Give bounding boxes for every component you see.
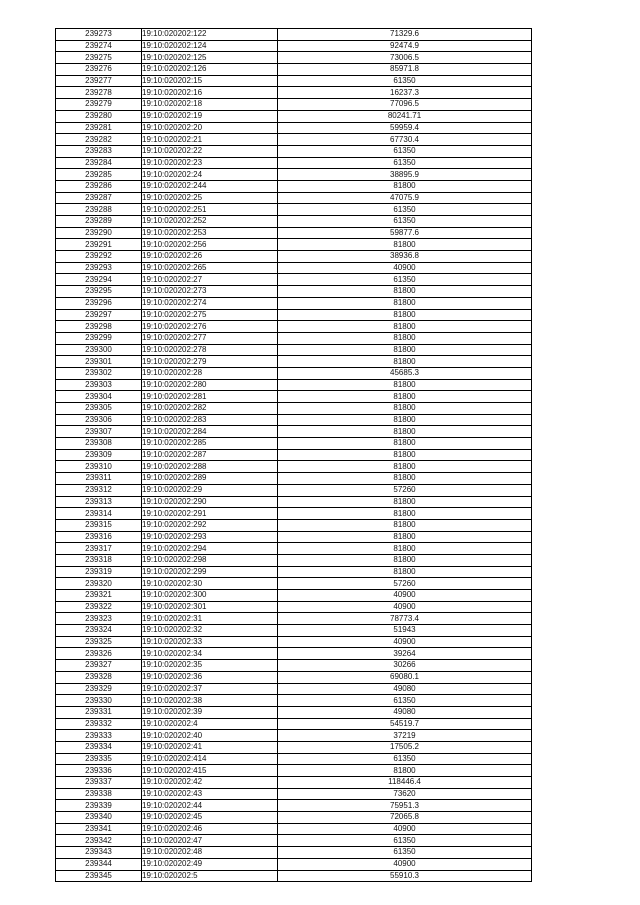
table-row (56, 554, 532, 566)
value-cell: 47075.9 (278, 192, 532, 204)
row-number-cell: 239328 (56, 671, 142, 683)
value-cell: 40900 (278, 636, 532, 648)
row-number-cell: 239337 (56, 777, 142, 789)
cadastral-number-cell: 19:10:020202:49 (142, 858, 278, 870)
value-cell: 67730.4 (278, 134, 532, 146)
value-cell: 61350 (278, 216, 532, 228)
row-number-cell: 239310 (56, 461, 142, 473)
value-cell: 81800 (278, 180, 532, 192)
table-row (56, 367, 532, 379)
cadastral-number-cell: 19:10:020202:34 (142, 648, 278, 660)
value-cell: 81800 (278, 286, 532, 298)
cadastral-number-cell: 19:10:020202:294 (142, 543, 278, 555)
table-row (56, 695, 532, 707)
cadastral-number-cell: 19:10:020202:16 (142, 87, 278, 99)
row-number-cell: 239279 (56, 99, 142, 111)
cadastral-number-cell: 19:10:020202:253 (142, 227, 278, 239)
cadastral-number-cell: 19:10:020202:124 (142, 40, 278, 52)
cadastral-number-cell: 19:10:020202:48 (142, 847, 278, 859)
value-cell: 49080 (278, 706, 532, 718)
table-row (56, 590, 532, 602)
table-row (56, 75, 532, 87)
table-row (56, 309, 532, 321)
cadastral-number-cell: 19:10:020202:281 (142, 391, 278, 403)
row-number-cell: 239343 (56, 847, 142, 859)
table-row (56, 262, 532, 274)
cadastral-number-cell: 19:10:020202:43 (142, 788, 278, 800)
value-cell: 49080 (278, 683, 532, 695)
row-number-cell: 239307 (56, 426, 142, 438)
table-row (56, 461, 532, 473)
row-number-cell: 239280 (56, 110, 142, 122)
row-number-cell: 239329 (56, 683, 142, 695)
table-row (56, 414, 532, 426)
table-row (56, 473, 532, 485)
value-cell: 45685.3 (278, 367, 532, 379)
row-number-cell: 239330 (56, 695, 142, 707)
value-cell: 81800 (278, 239, 532, 251)
value-cell: 40900 (278, 858, 532, 870)
table-row (56, 227, 532, 239)
table-row (56, 613, 532, 625)
table-row (56, 40, 532, 52)
table-row (56, 332, 532, 344)
table-row (56, 180, 532, 192)
row-number-cell: 239320 (56, 578, 142, 590)
value-cell: 81800 (278, 332, 532, 344)
row-number-cell: 239335 (56, 753, 142, 765)
value-cell: 73620 (278, 788, 532, 800)
table-row (56, 625, 532, 637)
table-row (56, 636, 532, 648)
table-row (56, 64, 532, 76)
row-number-cell: 239289 (56, 216, 142, 228)
row-number-cell: 239345 (56, 870, 142, 882)
row-number-cell: 239316 (56, 531, 142, 543)
cadastral-number-cell: 19:10:020202:282 (142, 403, 278, 415)
cadastral-number-cell: 19:10:020202:40 (142, 730, 278, 742)
cadastral-number-cell: 19:10:020202:299 (142, 566, 278, 578)
table-row (56, 578, 532, 590)
value-cell: 81800 (278, 379, 532, 391)
cadastral-number-cell: 19:10:020202:293 (142, 531, 278, 543)
row-number-cell: 239291 (56, 239, 142, 251)
value-cell: 77096.5 (278, 99, 532, 111)
value-cell: 81800 (278, 309, 532, 321)
cadastral-number-cell: 19:10:020202:288 (142, 461, 278, 473)
cadastral-number-cell: 19:10:020202:30 (142, 578, 278, 590)
table-row (56, 122, 532, 134)
row-number-cell: 239339 (56, 800, 142, 812)
cadastral-value-table (55, 28, 532, 882)
value-cell: 81800 (278, 566, 532, 578)
cadastral-number-cell: 19:10:020202:414 (142, 753, 278, 765)
value-cell: 81800 (278, 426, 532, 438)
value-cell: 81800 (278, 508, 532, 520)
cadastral-number-cell: 19:10:020202:292 (142, 519, 278, 531)
table-row (56, 216, 532, 228)
row-number-cell: 239309 (56, 449, 142, 461)
cadastral-number-cell: 19:10:020202:4 (142, 718, 278, 730)
cadastral-number-cell: 19:10:020202:283 (142, 414, 278, 426)
cadastral-number-cell: 19:10:020202:277 (142, 332, 278, 344)
cadastral-number-cell: 19:10:020202:37 (142, 683, 278, 695)
cadastral-number-cell: 19:10:020202:20 (142, 122, 278, 134)
table-row (56, 87, 532, 99)
row-number-cell: 239321 (56, 590, 142, 602)
cadastral-number-cell: 19:10:020202:27 (142, 274, 278, 286)
cadastral-number-cell: 19:10:020202:298 (142, 554, 278, 566)
table-row (56, 192, 532, 204)
cadastral-number-cell: 19:10:020202:276 (142, 321, 278, 333)
value-cell: 51943 (278, 625, 532, 637)
cadastral-number-cell: 19:10:020202:29 (142, 484, 278, 496)
table-row (56, 823, 532, 835)
row-number-cell: 239336 (56, 765, 142, 777)
cadastral-number-cell: 19:10:020202:301 (142, 601, 278, 613)
row-number-cell: 239340 (56, 812, 142, 824)
table-row (56, 379, 532, 391)
row-number-cell: 239312 (56, 484, 142, 496)
cadastral-number-cell: 19:10:020202:46 (142, 823, 278, 835)
value-cell: 40900 (278, 262, 532, 274)
cadastral-number-cell: 19:10:020202:126 (142, 64, 278, 76)
cadastral-number-cell: 19:10:020202:278 (142, 344, 278, 356)
row-number-cell: 239311 (56, 473, 142, 485)
cadastral-number-cell: 19:10:020202:35 (142, 660, 278, 672)
row-number-cell: 239322 (56, 601, 142, 613)
row-number-cell: 239317 (56, 543, 142, 555)
table-row (56, 169, 532, 181)
row-number-cell: 239318 (56, 554, 142, 566)
table-body (56, 29, 532, 882)
row-number-cell: 239274 (56, 40, 142, 52)
cadastral-number-cell: 19:10:020202:290 (142, 496, 278, 508)
cadastral-number-cell: 19:10:020202:18 (142, 99, 278, 111)
value-cell: 38936.8 (278, 251, 532, 263)
row-number-cell: 239283 (56, 145, 142, 157)
row-number-cell: 239293 (56, 262, 142, 274)
value-cell: 40900 (278, 590, 532, 602)
cadastral-number-cell: 19:10:020202:5 (142, 870, 278, 882)
row-number-cell: 239308 (56, 438, 142, 450)
value-cell: 81800 (278, 356, 532, 368)
value-cell: 92474.9 (278, 40, 532, 52)
table-row (56, 718, 532, 730)
row-number-cell: 239300 (56, 344, 142, 356)
row-number-cell: 239334 (56, 741, 142, 753)
row-number-cell: 239290 (56, 227, 142, 239)
cadastral-number-cell: 19:10:020202:256 (142, 239, 278, 251)
row-number-cell: 239287 (56, 192, 142, 204)
cadastral-number-cell: 19:10:020202:41 (142, 741, 278, 753)
table-row (56, 321, 532, 333)
value-cell: 81800 (278, 403, 532, 415)
cadastral-number-cell: 19:10:020202:36 (142, 671, 278, 683)
table-row (56, 157, 532, 169)
value-cell: 81800 (278, 414, 532, 426)
row-number-cell: 239319 (56, 566, 142, 578)
table-row (56, 110, 532, 122)
table-row (56, 741, 532, 753)
row-number-cell: 239327 (56, 660, 142, 672)
value-cell: 59877.6 (278, 227, 532, 239)
value-cell: 39264 (278, 648, 532, 660)
value-cell: 61350 (278, 204, 532, 216)
row-number-cell: 239333 (56, 730, 142, 742)
table-row (56, 730, 532, 742)
table-row (56, 356, 532, 368)
value-cell: 37219 (278, 730, 532, 742)
cadastral-number-cell: 19:10:020202:300 (142, 590, 278, 602)
row-number-cell: 239305 (56, 403, 142, 415)
table-row (56, 496, 532, 508)
value-cell: 61350 (278, 157, 532, 169)
table-row (56, 508, 532, 520)
table-row (56, 648, 532, 660)
table-row (56, 765, 532, 777)
table-row (56, 660, 532, 672)
cadastral-number-cell: 19:10:020202:42 (142, 777, 278, 789)
table-row (56, 426, 532, 438)
value-cell: 78773.4 (278, 613, 532, 625)
value-cell: 73006.5 (278, 52, 532, 64)
row-number-cell: 239302 (56, 367, 142, 379)
cadastral-number-cell: 19:10:020202:252 (142, 216, 278, 228)
row-number-cell: 239296 (56, 297, 142, 309)
table-row (56, 297, 532, 309)
table-row (56, 403, 532, 415)
table-row (56, 847, 532, 859)
value-cell: 40900 (278, 601, 532, 613)
value-cell: 61350 (278, 145, 532, 157)
table-row (56, 29, 532, 41)
document-sheet (55, 28, 531, 882)
value-cell: 80241.71 (278, 110, 532, 122)
cadastral-number-cell: 19:10:020202:38 (142, 695, 278, 707)
cadastral-number-cell: 19:10:020202:251 (142, 204, 278, 216)
cadastral-number-cell: 19:10:020202:21 (142, 134, 278, 146)
table-row (56, 706, 532, 718)
cadastral-number-cell: 19:10:020202:244 (142, 180, 278, 192)
cadastral-number-cell: 19:10:020202:45 (142, 812, 278, 824)
table-row (56, 204, 532, 216)
row-number-cell: 239299 (56, 332, 142, 344)
value-cell: 81800 (278, 344, 532, 356)
value-cell: 61350 (278, 753, 532, 765)
table-row (56, 812, 532, 824)
table-row (56, 531, 532, 543)
row-number-cell: 239275 (56, 52, 142, 64)
table-row (56, 391, 532, 403)
table-row (56, 858, 532, 870)
row-number-cell: 239314 (56, 508, 142, 520)
cadastral-number-cell: 19:10:020202:44 (142, 800, 278, 812)
value-cell: 30266 (278, 660, 532, 672)
cadastral-number-cell: 19:10:020202:15 (142, 75, 278, 87)
row-number-cell: 239303 (56, 379, 142, 391)
row-number-cell: 239325 (56, 636, 142, 648)
table-row (56, 239, 532, 251)
row-number-cell: 239298 (56, 321, 142, 333)
table-row (56, 753, 532, 765)
value-cell: 81800 (278, 473, 532, 485)
row-number-cell: 239338 (56, 788, 142, 800)
row-number-cell: 239323 (56, 613, 142, 625)
cadastral-number-cell: 19:10:020202:273 (142, 286, 278, 298)
cadastral-number-cell: 19:10:020202:279 (142, 356, 278, 368)
row-number-cell: 239331 (56, 706, 142, 718)
table-row (56, 145, 532, 157)
value-cell: 40900 (278, 823, 532, 835)
value-cell: 61350 (278, 274, 532, 286)
row-number-cell: 239313 (56, 496, 142, 508)
row-number-cell: 239301 (56, 356, 142, 368)
table-row (56, 449, 532, 461)
table-row (56, 800, 532, 812)
value-cell: 16237.3 (278, 87, 532, 99)
value-cell: 81800 (278, 297, 532, 309)
cadastral-number-cell: 19:10:020202:285 (142, 438, 278, 450)
table-row (56, 870, 532, 882)
cadastral-number-cell: 19:10:020202:25 (142, 192, 278, 204)
row-number-cell: 239341 (56, 823, 142, 835)
value-cell: 71329.6 (278, 29, 532, 41)
row-number-cell: 239292 (56, 251, 142, 263)
value-cell: 54519.7 (278, 718, 532, 730)
table-row (56, 286, 532, 298)
row-number-cell: 239304 (56, 391, 142, 403)
cadastral-number-cell: 19:10:020202:274 (142, 297, 278, 309)
row-number-cell: 239282 (56, 134, 142, 146)
row-number-cell: 239297 (56, 309, 142, 321)
value-cell: 81800 (278, 438, 532, 450)
value-cell: 57260 (278, 578, 532, 590)
row-number-cell: 239315 (56, 519, 142, 531)
cadastral-number-cell: 19:10:020202:284 (142, 426, 278, 438)
table-row (56, 671, 532, 683)
row-number-cell: 239278 (56, 87, 142, 99)
value-cell: 38895.9 (278, 169, 532, 181)
row-number-cell: 239324 (56, 625, 142, 637)
row-number-cell: 239344 (56, 858, 142, 870)
value-cell: 81800 (278, 519, 532, 531)
value-cell: 81800 (278, 543, 532, 555)
value-cell: 81800 (278, 765, 532, 777)
cadastral-number-cell: 19:10:020202:26 (142, 251, 278, 263)
table-row (56, 683, 532, 695)
row-number-cell: 239286 (56, 180, 142, 192)
row-number-cell: 239276 (56, 64, 142, 76)
row-number-cell: 239332 (56, 718, 142, 730)
cadastral-number-cell: 19:10:020202:280 (142, 379, 278, 391)
cadastral-number-cell: 19:10:020202:39 (142, 706, 278, 718)
cadastral-number-cell: 19:10:020202:287 (142, 449, 278, 461)
row-number-cell: 239285 (56, 169, 142, 181)
value-cell: 61350 (278, 835, 532, 847)
cadastral-number-cell: 19:10:020202:289 (142, 473, 278, 485)
value-cell: 85971.8 (278, 64, 532, 76)
row-number-cell: 239294 (56, 274, 142, 286)
row-number-cell: 239288 (56, 204, 142, 216)
value-cell: 72065.8 (278, 812, 532, 824)
cadastral-number-cell: 19:10:020202:265 (142, 262, 278, 274)
cadastral-number-cell: 19:10:020202:28 (142, 367, 278, 379)
value-cell: 61350 (278, 847, 532, 859)
table-row (56, 601, 532, 613)
cadastral-number-cell: 19:10:020202:122 (142, 29, 278, 41)
row-number-cell: 239284 (56, 157, 142, 169)
value-cell: 81800 (278, 461, 532, 473)
row-number-cell: 239273 (56, 29, 142, 41)
table-row (56, 344, 532, 356)
table-row (56, 519, 532, 531)
table-row (56, 835, 532, 847)
cadastral-number-cell: 19:10:020202:24 (142, 169, 278, 181)
cadastral-number-cell: 19:10:020202:31 (142, 613, 278, 625)
cadastral-number-cell: 19:10:020202:47 (142, 835, 278, 847)
table-row (56, 274, 532, 286)
value-cell: 118446.4 (278, 777, 532, 789)
value-cell: 81800 (278, 496, 532, 508)
cadastral-number-cell: 19:10:020202:22 (142, 145, 278, 157)
value-cell: 81800 (278, 554, 532, 566)
value-cell: 55910.3 (278, 870, 532, 882)
value-cell: 61350 (278, 75, 532, 87)
cadastral-number-cell: 19:10:020202:19 (142, 110, 278, 122)
table-row (56, 788, 532, 800)
value-cell: 61350 (278, 695, 532, 707)
cadastral-number-cell: 19:10:020202:291 (142, 508, 278, 520)
table-row (56, 777, 532, 789)
row-number-cell: 239295 (56, 286, 142, 298)
value-cell: 81800 (278, 321, 532, 333)
row-number-cell: 239277 (56, 75, 142, 87)
cadastral-number-cell: 19:10:020202:125 (142, 52, 278, 64)
row-number-cell: 239342 (56, 835, 142, 847)
cadastral-number-cell: 19:10:020202:33 (142, 636, 278, 648)
table-row (56, 99, 532, 111)
value-cell: 81800 (278, 531, 532, 543)
table-row (56, 543, 532, 555)
row-number-cell: 239281 (56, 122, 142, 134)
table-row (56, 251, 532, 263)
value-cell: 69080.1 (278, 671, 532, 683)
table-row (56, 52, 532, 64)
table-row (56, 484, 532, 496)
row-number-cell: 239306 (56, 414, 142, 426)
table-row (56, 566, 532, 578)
cadastral-number-cell: 19:10:020202:415 (142, 765, 278, 777)
row-number-cell: 239326 (56, 648, 142, 660)
table-row (56, 134, 532, 146)
value-cell: 59959.4 (278, 122, 532, 134)
value-cell: 81800 (278, 391, 532, 403)
value-cell: 75951.3 (278, 800, 532, 812)
value-cell: 57260 (278, 484, 532, 496)
cadastral-number-cell: 19:10:020202:32 (142, 625, 278, 637)
cadastral-number-cell: 19:10:020202:275 (142, 309, 278, 321)
table-row (56, 438, 532, 450)
value-cell: 81800 (278, 449, 532, 461)
cadastral-number-cell: 19:10:020202:23 (142, 157, 278, 169)
value-cell: 17505.2 (278, 741, 532, 753)
